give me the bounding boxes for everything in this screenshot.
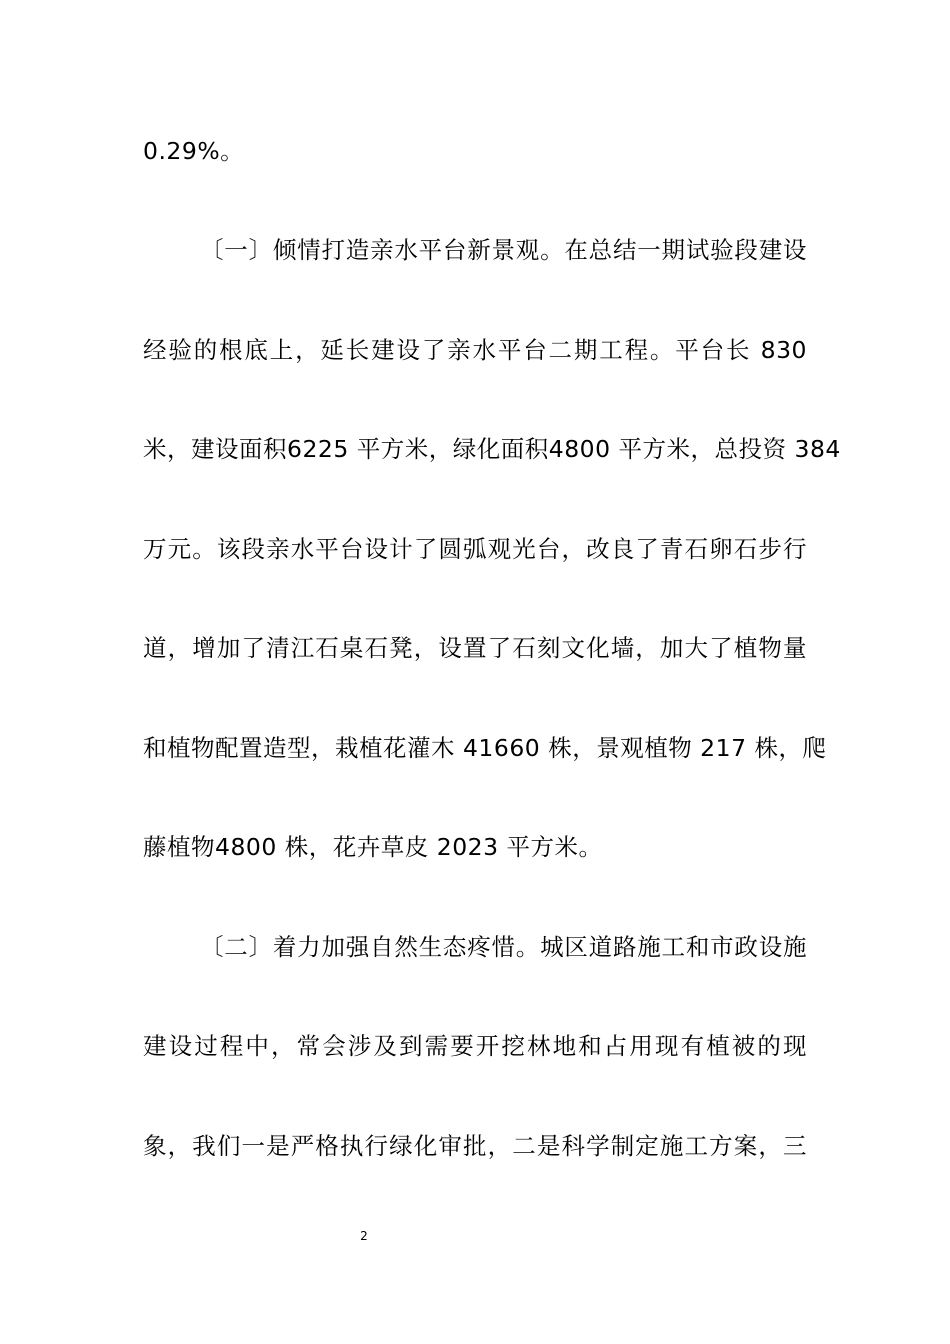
text-line-1: 0.29%。 xyxy=(143,137,245,165)
text-line-9: 〔二〕着力加强自然生态疼惜。城区道路施工和市政设施 xyxy=(200,933,807,961)
text-line-7: 和植物配置造型，栽植花灌木 41660 株，景观植物 217 株，爬 xyxy=(143,734,827,762)
text-line-5: 万元。该段亲水平台设计了圆弧观光台，改良了青石卵石步行 xyxy=(143,535,807,563)
text-line-11: 象，我们一是严格执行绿化审批，二是科学制定施工方案，三 xyxy=(143,1132,807,1160)
text-line-8: 藤植物4800 株，花卉草皮 2023 平方米。 xyxy=(143,833,603,861)
page-number: 2 xyxy=(360,1229,368,1243)
text-line-10: 建设过程中，常会涉及到需要开挖林地和占用现有植被的现 xyxy=(143,1032,807,1060)
text-line-6: 道，增加了清江石桌石凳，设置了石刻文化墙，加大了植物量 xyxy=(143,634,807,662)
text-line-2: 〔一〕倾情打造亲水平台新景观。在总结一期试验段建设 xyxy=(200,236,807,264)
text-line-4: 米，建设面积6225 平方米，绿化面积4800 平方米，总投资 384 xyxy=(143,435,841,463)
text-line-3: 经验的根底上，延长建设了亲水平台二期工程。平台长 830 xyxy=(143,336,807,364)
